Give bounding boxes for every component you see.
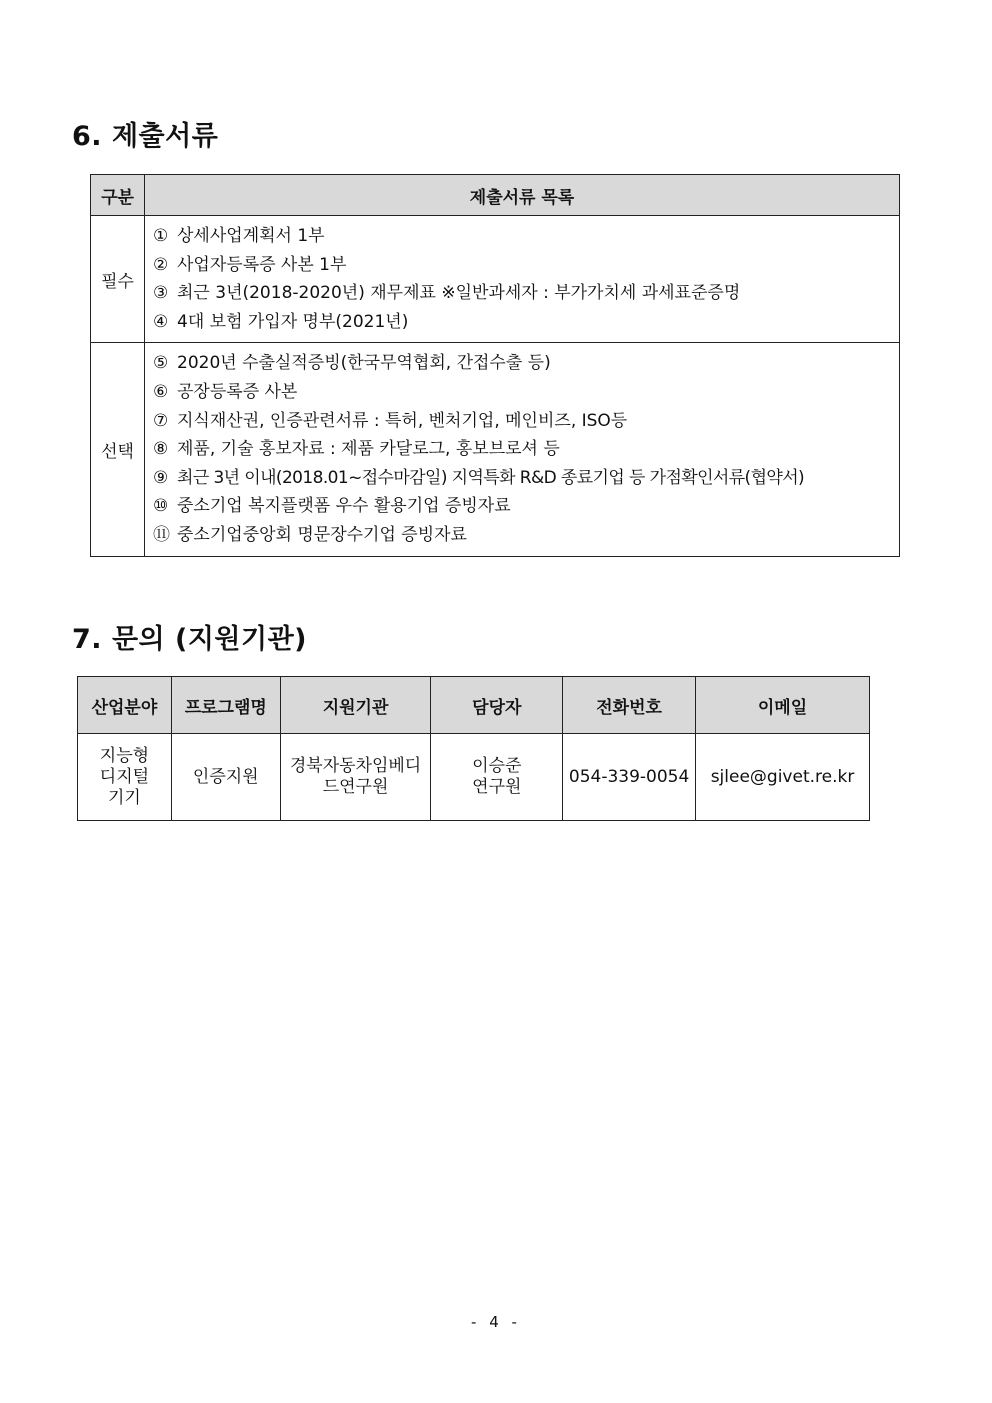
item-number: ⑩	[153, 496, 169, 517]
phone-cell: 054-339-0054	[563, 734, 696, 821]
header-category: 구분	[91, 175, 145, 216]
header-contact-person: 담당자	[431, 677, 563, 734]
item-number: ⑪	[153, 524, 170, 545]
header-support-agency: 지원기관	[280, 677, 431, 734]
header-phone: 전화번호	[563, 677, 696, 734]
contact-person-cell: 이승준 연구원	[431, 734, 563, 821]
category-required: 필수	[91, 216, 145, 343]
list-item	[153, 492, 891, 521]
list-item	[153, 521, 891, 550]
table-header-row	[78, 677, 870, 734]
item-text: 제품, 기술 홍보자료 : 제품 카달로그, 홍보브로셔 등	[177, 439, 560, 460]
page-number: - 4 -	[471, 1313, 521, 1331]
header-industry-field: 산업분야	[78, 677, 172, 734]
item-text: 2020년 수출실적증빙(한국무역협회, 간접수출 등)	[177, 353, 551, 374]
item-number: ①	[153, 226, 169, 246]
contact-table	[77, 676, 870, 821]
item-text: 상세사업계획서 1부	[177, 226, 325, 246]
item-text: 최근 3년 이내(2018.01~접수마감일) 지역특화 R&D 종료기업 등 가점확인서류(협약서)	[177, 467, 805, 488]
section-7-title: 7. 문의 (지원기관)	[72, 624, 308, 655]
table-row-required	[91, 216, 900, 343]
item-text: 중소기업중앙회 명문장수기업 증빙자료	[177, 524, 467, 545]
optional-items	[145, 343, 900, 556]
required-items	[145, 216, 900, 343]
list-item	[153, 435, 891, 464]
list-item	[153, 407, 891, 436]
table-row	[78, 734, 870, 821]
item-text: 최근 3년(2018-2020년) 재무제표 ※일반과세자 : 부가가치세 과세표준증명	[177, 283, 741, 304]
item-text: 지식재산권, 인증관련서류 : 특허, 벤처기업, 메인비즈, ISO등	[177, 410, 628, 431]
header-program-name: 프로그램명	[171, 677, 280, 734]
list-item	[153, 279, 891, 308]
program-name-cell: 인증지원	[171, 734, 280, 821]
item-number: ⑧	[153, 439, 169, 460]
item-text: 중소기업 복지플랫폼 우수 활용기업 증빙자료	[177, 496, 511, 517]
item-number: ④	[153, 311, 169, 332]
support-agency-cell: 경북자동차임베디 드연구원	[280, 734, 431, 821]
category-optional: 선택	[91, 343, 145, 556]
table-row-optional	[91, 343, 900, 556]
header-document-list: 제출서류 목록	[145, 175, 900, 216]
list-item	[153, 308, 891, 337]
required-documents-table	[90, 174, 900, 557]
item-text: 4대 보험 가입자 명부(2021년)	[177, 311, 409, 332]
item-text: 공장등록증 사본	[177, 381, 298, 402]
item-number: ⑨	[153, 467, 168, 488]
email-link[interactable]: sjlee@givet.re.kr	[696, 734, 870, 821]
header-email: 이메일	[696, 677, 870, 734]
list-item	[153, 251, 891, 280]
table-header-row	[91, 175, 900, 216]
industry-field-cell: 지능형 디지털 기기	[78, 734, 172, 821]
item-number: ⑤	[153, 353, 169, 374]
list-item	[153, 464, 891, 493]
item-text: 사업자등록증 사본 1부	[177, 254, 347, 275]
list-item	[153, 222, 891, 251]
list-item	[153, 378, 891, 407]
list-item	[153, 349, 891, 378]
item-number: ⑥	[153, 381, 169, 402]
item-number: ③	[153, 283, 169, 304]
item-number: ⑦	[153, 410, 169, 431]
section-6-title: 6. 제출서류	[72, 121, 219, 152]
item-number: ②	[153, 254, 169, 275]
